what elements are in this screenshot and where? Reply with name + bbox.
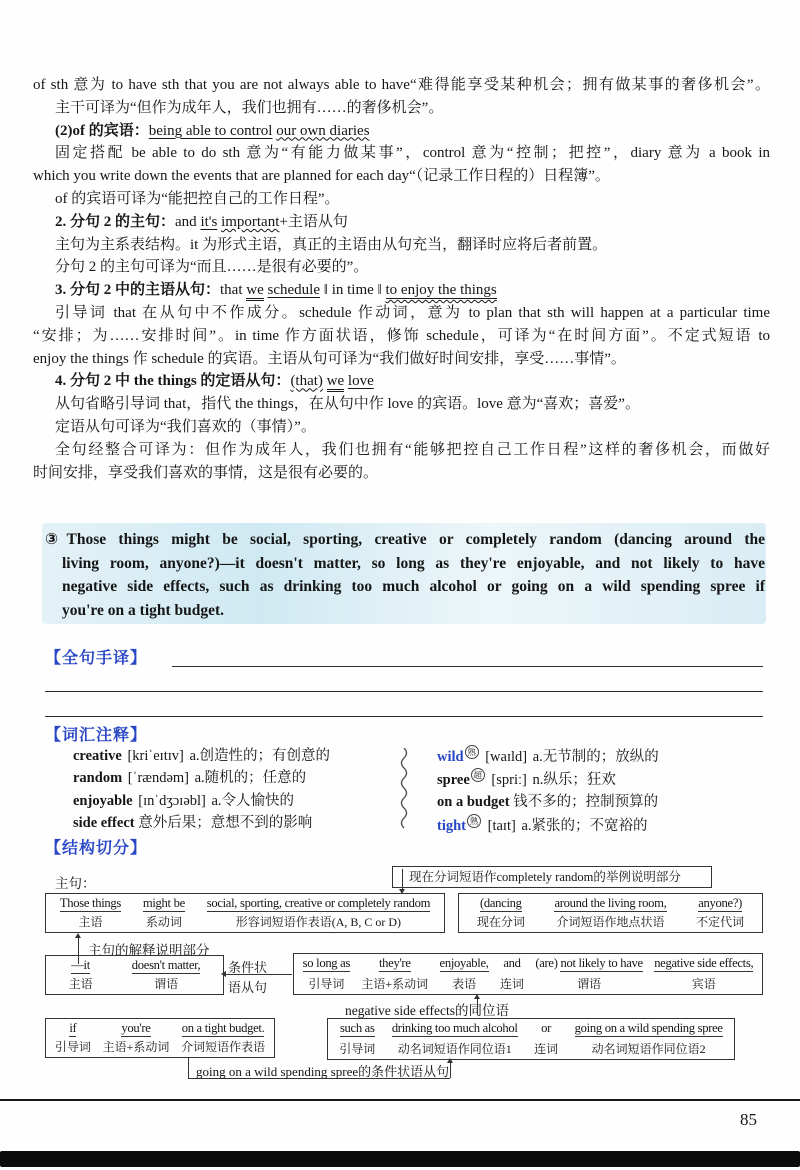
vocab-word: wild — [437, 748, 464, 765]
diagram-cell — [130, 958, 203, 992]
vocab-definition: 意外后果；意想不到的影响 — [134, 815, 313, 832]
analysis-line: 主句为主系表结构。it 为形式主语，真正的主语由从句充当，翻译时应将后者前置。 — [55, 236, 608, 253]
analysis-line: enjoy the things 作 schedule 的宾语。主语从句可译为“我们做好时间安排，享受……事情”。 — [33, 350, 626, 367]
analysis-line: 2. 分句 2 的主句：and it's important+主语从句 — [55, 213, 348, 230]
vocab-definition: a.紧张的；不宽裕的 — [517, 817, 648, 834]
diagram-label-conditional-1: 条件状 — [228, 960, 268, 975]
diagram-role: 动名词短语作同位语2 — [591, 1042, 706, 1056]
analysis-line: 分句 2 的主句可译为“而且……是很有必要的”。 — [55, 259, 369, 276]
vocab-phonetic: [waɪld] — [481, 748, 528, 765]
diagram-english: so long as — [302, 956, 351, 970]
analysis-line: 固定搭配 be able to do sth 意为“有能力做某事”，control 意为“控制；把控”，diary 意为 a book in — [55, 145, 770, 162]
diagram-cell — [337, 1021, 377, 1057]
vocab-definition: 钱不多的；控制预算的 — [509, 794, 659, 811]
translation-writing-line — [45, 691, 763, 692]
diagram-role: 动名词短语作同位语1 — [397, 1042, 512, 1056]
vocab-word: random — [73, 770, 123, 787]
diagram-box-main-clause — [45, 893, 445, 933]
diagram-cell — [53, 1021, 93, 1055]
vocab-word: enjoyable — [73, 792, 133, 809]
diagram-cell — [532, 1021, 560, 1057]
scan-edge-bar — [0, 1151, 800, 1167]
diagram-english: and — [503, 956, 521, 970]
arrow-up-icon — [474, 994, 480, 999]
vocab-tag-icon: 熟 — [467, 814, 481, 828]
diagram-english: you're — [121, 1021, 151, 1035]
sentence-line: negative side effects, such as drinking too much alcohol or going on a wild spending spree if — [62, 578, 765, 595]
vocab-phonetic: [taɪt] — [484, 817, 516, 834]
diagram-role: 介词短语作表语 — [181, 1040, 266, 1054]
analysis-line: 引导词 that 在从句中不作成分。schedule 作动词，意为 to plan that sth will happen at a particular time — [55, 304, 770, 321]
diagram-role: 宾语 — [691, 977, 716, 991]
diagram-role: 连词 — [534, 1042, 559, 1056]
page-number: 85 — [740, 1110, 757, 1129]
diagram-role: 现在分词 — [476, 915, 525, 929]
vocab-entry — [73, 767, 330, 789]
diagram-box-participle — [458, 893, 763, 933]
diagram-role: 主语 — [68, 977, 93, 991]
diagram-role: 主语 — [78, 915, 103, 929]
diagram-cell — [101, 1021, 172, 1055]
diagram-cell — [141, 896, 187, 930]
section-heading-vocab: 【词汇注释】 — [45, 727, 148, 744]
analysis-line: of 的宾语可译为“能把控自己的工作日程”。 — [55, 190, 340, 207]
section-heading-translation: 【全句手译】 — [45, 650, 148, 667]
vocab-tag-icon: 超 — [471, 768, 485, 782]
diagram-cell — [390, 1021, 520, 1057]
diagram-english: such as — [339, 1021, 375, 1035]
diagram-label-explanation: 主句的解释说明部分 — [88, 943, 210, 958]
vocab-definition: a.创造性的；有创意的 — [185, 748, 331, 764]
vocab-entry — [73, 790, 330, 812]
diagram-cell — [552, 896, 668, 930]
diagram-role: 系动词 — [145, 915, 182, 929]
vocab-word: creative — [73, 748, 122, 764]
diagram-main-clause-label: 主句： — [55, 876, 96, 891]
vocab-word: tight — [437, 817, 466, 834]
diagram-role: 主语+系动词 — [102, 1040, 170, 1054]
analysis-text-block — [33, 74, 770, 484]
diagram-label-appositive: negative side effects的同位语 — [345, 1003, 509, 1018]
arrow-line — [402, 869, 403, 890]
diagram-english: they're — [378, 956, 411, 970]
diagram-cell — [205, 896, 432, 930]
diagram-role: 引导词 — [54, 1040, 91, 1054]
translation-writing-line — [45, 716, 763, 717]
vocab-definition: a.令人愉快的 — [207, 792, 295, 809]
diagram-cell — [438, 956, 491, 992]
arrow-up-icon — [75, 933, 81, 938]
diagram-role: 谓语 — [577, 977, 602, 991]
analysis-line: 从句省略引导词 that，指代 the things，在从句中作 love 的宾语。love 意为“喜欢；喜爱”。 — [55, 396, 640, 413]
diagram-english: social, sporting, creative or completely random — [206, 896, 431, 910]
diagram-cell — [694, 896, 746, 930]
vocab-entry — [437, 814, 659, 837]
diagram-cell — [301, 956, 352, 992]
vocab-column-right — [437, 745, 659, 837]
vocab-phonetic: [kriˈeɪtɪv] — [123, 748, 184, 764]
vocab-column-left — [73, 745, 330, 835]
analysis-line: 4. 分句 2 中 the things 的定语从句：(that) we love — [33, 370, 770, 393]
diagram-box-so-long-as — [293, 953, 763, 995]
analysis-line: 时间安排，享受我们喜欢的事情，这是很有必要的。 — [33, 464, 379, 481]
vocab-definition: n.纵乐；狂欢 — [528, 772, 616, 789]
diagram-cell — [179, 1021, 267, 1055]
diagram-cell — [58, 896, 123, 930]
vocab-entry — [437, 791, 659, 813]
analysis-line: of sth 意为 to have sth that you are not always able to have“难得能享受某种机会；拥有做某事的奢侈机会”。 — [33, 77, 770, 93]
diagram-role: 引导词 — [339, 1042, 376, 1056]
diagram-english: (are) not likely to have — [535, 956, 643, 970]
diagram-english: enjoyable, — [439, 956, 489, 970]
vocab-definition: a.随机的；任意的 — [190, 770, 307, 787]
diagram-cell — [573, 1021, 725, 1057]
diagram-note-box: 现在分词短语作completely random的举例说明部分 — [392, 866, 712, 888]
vocab-phonetic: [ˈrændəm] — [124, 770, 189, 787]
diagram-role: 介词短语作地点状语 — [556, 915, 665, 929]
vocab-word: on a budget — [437, 794, 510, 811]
diagram-english: —it — [71, 958, 90, 972]
diagram-role: 谓语 — [154, 977, 179, 991]
footer-rule — [0, 1099, 800, 1101]
diagram-cell — [475, 896, 527, 930]
vocab-entry — [73, 812, 330, 834]
diagram-english: if — [69, 1021, 77, 1035]
vocab-entry — [437, 745, 659, 768]
diagram-box-if-clause — [45, 1018, 275, 1058]
diagram-role: 不定代词 — [696, 915, 745, 929]
translation-writing-line — [172, 666, 763, 667]
diagram-english: anyone?) — [698, 896, 743, 910]
diagram-english: or — [541, 1021, 552, 1035]
diagram-english: going on a wild spending spree — [574, 1021, 723, 1035]
circled-3-marker: ③ — [45, 530, 67, 548]
diagram-english: doesn't matter, — [131, 958, 201, 972]
diagram-english: negative side effects, — [654, 956, 754, 970]
diagram-cell — [67, 958, 95, 992]
connector-line — [450, 1062, 451, 1078]
diagram-label-conditional-2: 语从句 — [228, 980, 268, 995]
diagram-english: might be — [142, 896, 185, 910]
sentence-line: you're on a tight budget. — [62, 601, 225, 619]
diagram-role: 主语+系动词 — [361, 977, 429, 991]
vocab-word: side effect — [73, 815, 135, 832]
sentence-line: ③Those things might be social, sporting, creative or completely random (dancing around the — [45, 530, 765, 548]
arrow-left-icon — [221, 971, 226, 977]
diagram-cell — [498, 956, 526, 992]
example-sentence-3 — [45, 528, 765, 622]
diagram-cell — [652, 956, 755, 992]
diagram-role: 引导词 — [308, 977, 345, 991]
column-divider-squiggle — [398, 748, 410, 832]
diagram-role: 连词 — [499, 977, 524, 991]
vocab-tag-icon: 熟 — [465, 745, 479, 759]
analysis-line: 全句经整合可译为：但作为成年人，我们也拥有“能够把控自己工作日程”这样的奢侈机会，而做好 — [55, 441, 770, 458]
diagram-english: on a tight budget. — [181, 1021, 265, 1035]
analysis-line: “安排；为……安排时间”。in time 作方面状语，修饰 schedule，可译为“在时间方面”。不定式短语 to — [33, 327, 770, 344]
arrow-line — [226, 974, 292, 975]
vocab-phonetic: [ɪnˈdʒɔɪəbl] — [134, 792, 206, 809]
vocab-entry — [437, 768, 659, 791]
analysis-line: 主干可译为“但作为成年人，我们也拥有……的奢侈机会”。 — [55, 99, 444, 116]
diagram-label-conditional-clause: going on a wild spending spree的条件状语从句 — [196, 1064, 450, 1079]
sentence-line: living room, anyone?)—it doesn't matter, so long as they're enjoyable, and not likely to have — [62, 554, 765, 572]
diagram-box-it-matter — [45, 955, 224, 995]
vocab-definition: a.无节制的；放纵的 — [529, 748, 659, 765]
diagram-cell — [533, 956, 645, 992]
diagram-role: 形容词短语作表语(A, B, C or D) — [235, 915, 402, 929]
diagram-cell — [359, 956, 430, 992]
diagram-english: Those things — [59, 896, 122, 910]
analysis-line: which you write down the events that are planned for each day“（记录工作日程的）日程簿”。 — [33, 168, 610, 185]
vocab-phonetic: [spriː] — [487, 772, 527, 789]
analysis-line: (2)of 的宾语：being able to control our own diaries — [55, 122, 370, 139]
arrow-line — [477, 999, 478, 1015]
diagram-english: (dancing — [479, 896, 522, 910]
vocab-word: spree — [437, 772, 470, 789]
analysis-line: 定语从句可译为“我们喜欢的（事情）”。 — [55, 418, 316, 435]
diagram-english: drinking too much alcohol — [391, 1021, 518, 1035]
diagram-box-such-as — [327, 1018, 735, 1060]
diagram-role: 表语 — [452, 977, 477, 991]
diagram-english: around the living room, — [554, 896, 667, 910]
section-heading-structure: 【结构切分】 — [45, 840, 148, 857]
connector-line — [188, 1058, 189, 1078]
analysis-line: 3. 分句 2 中的主语从句：that we schedule ‖ in time ‖ to enjoy the things — [33, 279, 770, 302]
vocab-entry — [73, 745, 330, 767]
